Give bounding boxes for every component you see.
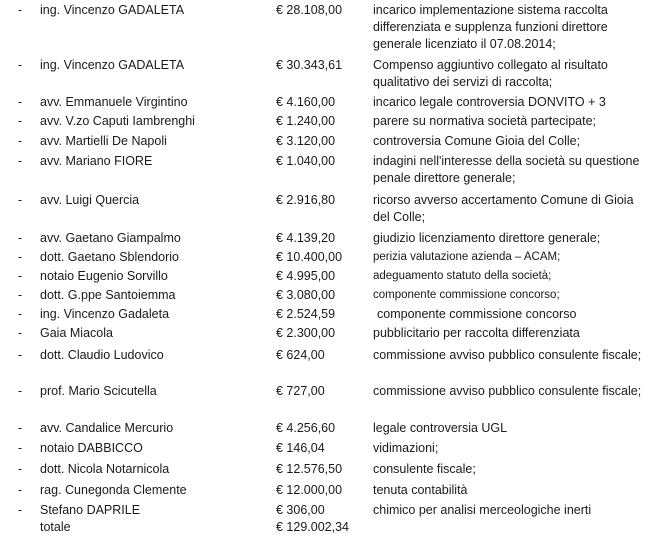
amount: € 1.040,00 <box>276 154 336 168</box>
description: chimico per analisi merceologiche inerti <box>373 503 592 517</box>
amount: € 727,00 <box>276 384 325 398</box>
bullet-dash: - <box>18 326 23 340</box>
bullet-dash: - <box>18 384 23 398</box>
bullet-dash: - <box>18 269 23 283</box>
bullet-dash: - <box>18 114 23 128</box>
description: legale controversia UGL <box>373 421 508 435</box>
description: controversia Comune Gioia del Colle; <box>373 134 581 148</box>
amount: € 4.995,00 <box>276 269 336 283</box>
description: tenuta contabilità <box>373 483 468 497</box>
bullet-dash: - <box>18 307 23 321</box>
payee-name: rag. Cunegonda Clemente <box>40 483 187 497</box>
payee-name: avv. Mariano FIORE <box>40 154 153 168</box>
description: Compenso aggiuntivo collegato al risultato qualitativo dei servizi di raccolta; <box>373 58 608 89</box>
payee-name: prof. Mario Scicutella <box>40 384 157 398</box>
payee-name: avv. V.zo Caputi Iambrenghi <box>40 114 195 128</box>
payee-name: avv. Martielli De Napoli <box>40 134 167 148</box>
bullet-dash: - <box>18 441 23 455</box>
amount: € 624,00 <box>276 348 325 362</box>
bullet-dash: - <box>18 58 23 72</box>
bullet-dash: - <box>18 348 23 362</box>
bullet-dash: - <box>18 3 23 17</box>
amount: € 12.576,50 <box>276 462 343 476</box>
amount: € 2.300,00 <box>276 326 336 340</box>
bullet-dash: - <box>18 95 23 109</box>
payee-name: ing. Vincenzo GADALETA <box>40 3 185 17</box>
amount: € 1.240,00 <box>276 114 336 128</box>
amount: € 4.139,20 <box>276 231 336 245</box>
bullet-dash: - <box>18 503 23 517</box>
payee-name: dott. Gaetano Sblendorio <box>40 250 179 264</box>
total-label: totale <box>40 520 71 534</box>
payee-name: avv. Luigi Quercia <box>40 193 140 207</box>
payee-name: dott. Nicola Notarnicola <box>40 462 170 476</box>
payee-name: notaio Eugenio Sorvillo <box>40 269 168 283</box>
payee-name: Stefano DAPRILE <box>40 503 141 517</box>
description: parere su normativa società partecipate; <box>373 114 597 128</box>
description: incarico legale controversia DONVITO + 3 <box>373 95 606 109</box>
payee-name: avv. Candalice Mercurio <box>40 421 174 435</box>
amount: € 4.256,60 <box>276 421 336 435</box>
amount: € 306,00 <box>276 503 325 517</box>
description: giudizio licenziamento direttore generale; <box>373 231 601 245</box>
description: commissione avviso pubblico consulente fiscale; <box>373 384 642 398</box>
payee-name: ing. Vincenzo Gadaleta <box>40 307 170 321</box>
amount: € 28.108,00 <box>276 3 343 17</box>
description: perizia valutazione azienda – ACAM; <box>373 251 561 263</box>
description: pubblicitario per raccolta differenziata <box>373 326 580 340</box>
bullet-dash: - <box>18 421 23 435</box>
amount: € 2.524,59 <box>276 307 336 321</box>
bullet-dash: - <box>18 288 23 302</box>
description: vidimazioni; <box>373 441 439 455</box>
amount: € 3.120,00 <box>276 134 336 148</box>
payee-name: avv. Emmanuele Virgintino <box>40 95 188 109</box>
payee-name: dott. G.ppe Santoiemma <box>40 288 176 302</box>
amount: € 4.160,00 <box>276 95 336 109</box>
amount: € 12.000,00 <box>276 483 343 497</box>
amount: € 146,04 <box>276 441 325 455</box>
bullet-dash: - <box>18 231 23 245</box>
payee-name: notaio DABBICCO <box>40 441 143 455</box>
description: incarico implementazione sistema raccolta differenziata e supplenza funzioni direttore generale licenziato il 07.08.2014; <box>373 3 608 51</box>
bullet-dash: - <box>18 462 23 476</box>
bullet-dash: - <box>18 134 23 148</box>
payee-name: dott. Claudio Ludovico <box>40 348 164 362</box>
description: adeguamento statuto della società; <box>373 270 552 282</box>
amount: € 10.400,00 <box>276 250 343 264</box>
description: componente commissione concorso; <box>373 289 560 301</box>
payee-name: ing. Vincenzo GADALETA <box>40 58 185 72</box>
payee-name: Gaia Miacola <box>40 326 113 340</box>
amount: € 30.343,61 <box>276 58 343 72</box>
amount: € 3.080,00 <box>276 288 336 302</box>
description: consulente fiscale; <box>373 462 476 476</box>
total-amount: € 129.002,34 <box>276 520 349 534</box>
bullet-dash: - <box>18 154 23 168</box>
description: componente commissione concorso <box>377 307 577 321</box>
description: commissione avviso pubblico consulente fiscale; <box>373 348 642 362</box>
bullet-dash: - <box>18 483 23 497</box>
amount: € 2.916,80 <box>276 193 336 207</box>
description: indagini nell'interesse della società su questione penale direttore generale; <box>373 154 640 185</box>
bullet-dash: - <box>18 193 23 207</box>
bullet-dash: - <box>18 250 23 264</box>
payee-name: avv. Gaetano Giampalmo <box>40 231 181 245</box>
description: ricorso avverso accertamento Comune di Gioia del Colle; <box>373 193 634 224</box>
